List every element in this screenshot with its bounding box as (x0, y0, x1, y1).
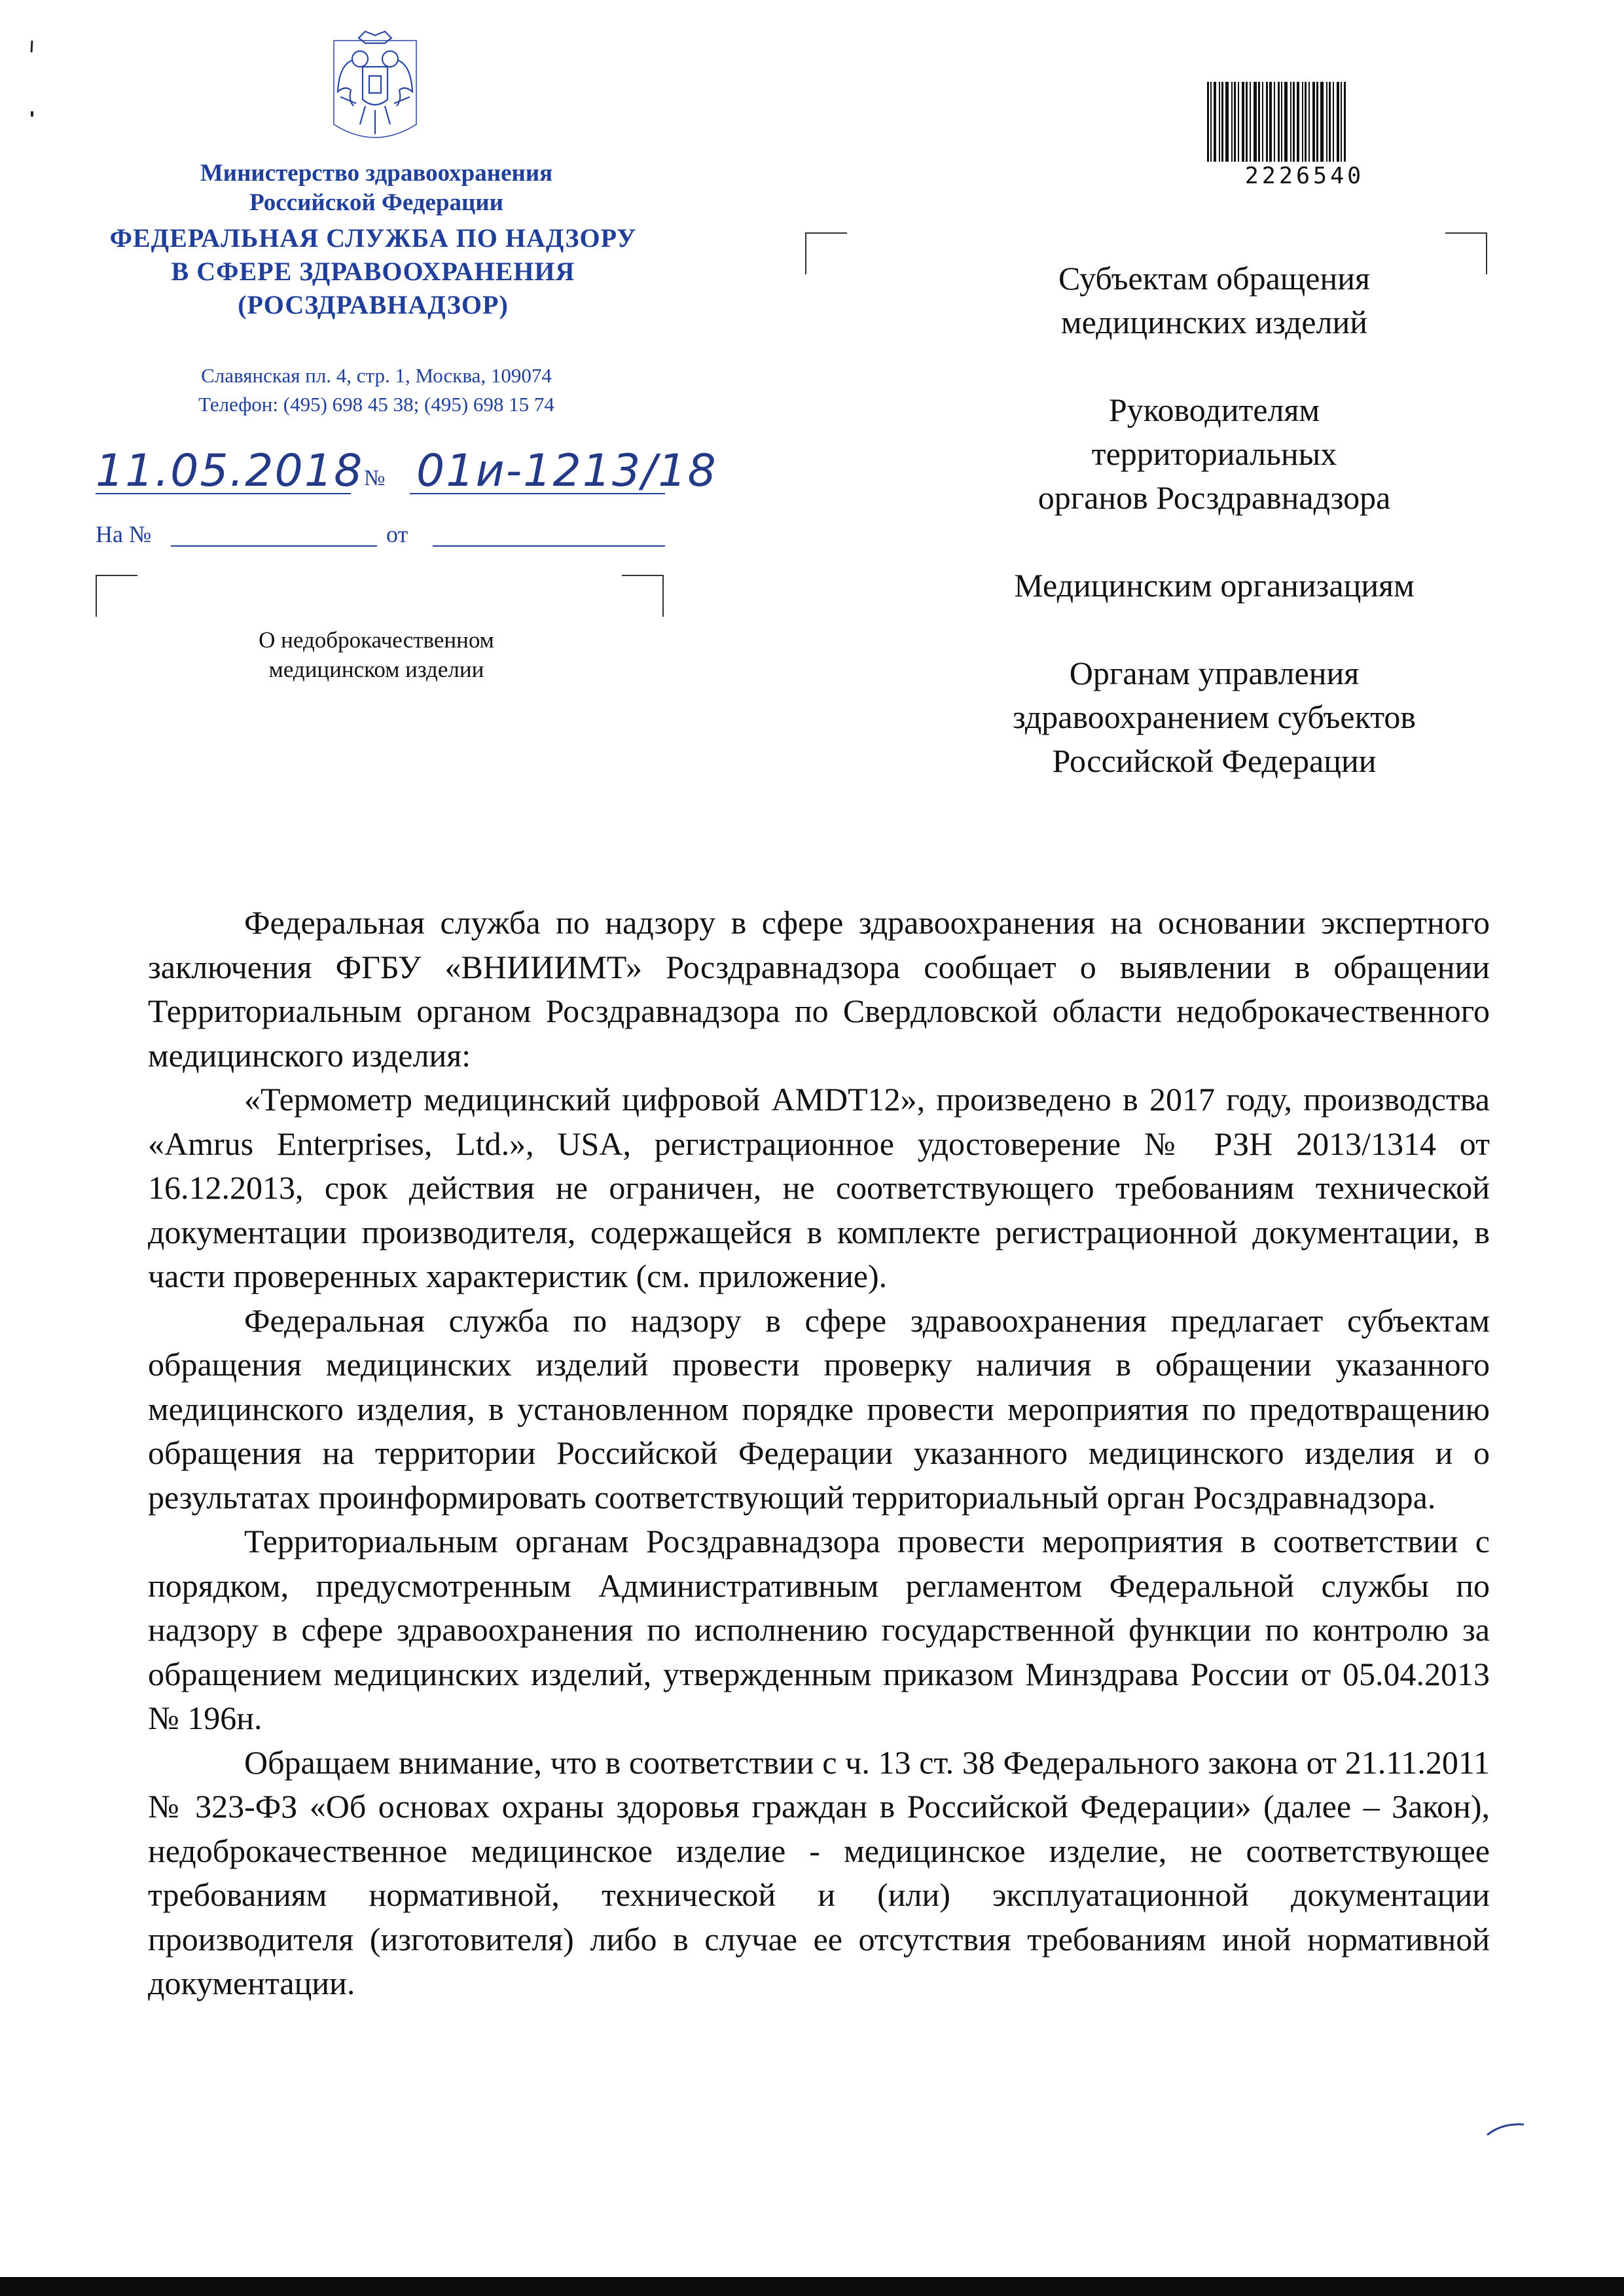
barcode-bar (1302, 82, 1303, 162)
date-underline (96, 493, 351, 494)
registration-number: 01и-1213/18 (416, 445, 717, 497)
barcode-bar (1210, 82, 1212, 162)
barcode-bar (1254, 82, 1257, 162)
registration-date: 11.05.2018 (96, 445, 364, 497)
document-barcode (1203, 82, 1406, 206)
address-line: Славянская пл. 4, стр. 1, Москва, 109074 (201, 364, 552, 387)
barcode-bar (1284, 82, 1288, 162)
service-line: В СФЕРЕ ЗДРАВООХРАНЕНИЯ (171, 257, 575, 286)
addressee-line: Органам управления (1069, 655, 1360, 691)
barcode-bar (1329, 82, 1331, 162)
barcode-bar (1250, 82, 1251, 162)
barcode-bar (1308, 82, 1310, 162)
registration-line (96, 445, 717, 498)
addressee-bracket-left (805, 232, 847, 274)
reference-from-label: от (386, 521, 408, 547)
body-paragraph: Территориальным органам Росздравнадзора провести мероприятия в соответствии с порядком, предусмотренным Административным регламентом Федеральной службы по надзору в сфере здравоохранения по исполнению государственной функции по контролю за обращением медицинских изделий, утвержденным приказом Минздрава России от 05.04.2013 № 196н. (148, 1523, 1490, 1736)
barcode-bar (1238, 82, 1239, 162)
addressee-line: Руководителям (1108, 392, 1320, 428)
addressee-line: органов Росздравнадзора (1038, 479, 1391, 516)
subject-bracket-right (622, 575, 664, 617)
reference-line (96, 520, 665, 553)
addressee-line: Субъектам обращения (1058, 260, 1370, 297)
letter-body (148, 901, 1490, 2006)
ministry-line: Российской Федерации (249, 189, 503, 216)
barcode-bar (1242, 82, 1244, 162)
barcode-bar (1316, 82, 1318, 162)
barcode-bar (1258, 82, 1260, 162)
subject-line: медицинском изделии (268, 657, 484, 682)
barcode-bar (1269, 82, 1272, 162)
addressee-line: медицинских изделий (1060, 304, 1368, 340)
barcode-number: 2226540 (1244, 163, 1365, 189)
barcode-bar (1262, 82, 1263, 162)
barcode-bar (1293, 82, 1295, 162)
addressee-line: Российской Федерации (1052, 742, 1377, 779)
number-sign: № (364, 466, 386, 490)
addressee-list (943, 257, 1486, 827)
reference-number-blank (171, 545, 377, 547)
service-line: ФЕДЕРАЛЬНАЯ СЛУЖБА ПО НАДЗОРУ (109, 223, 637, 253)
addressee-block (943, 651, 1486, 783)
barcode-bar (1344, 82, 1346, 162)
subject-line: О недоброкачественном (259, 627, 494, 653)
address-line: Телефон: (495) 698 45 38; (495) 698 15 74 (198, 393, 554, 416)
reference-date-blank (433, 545, 665, 547)
ministry-name (92, 158, 661, 217)
barcode-bar (1297, 82, 1299, 162)
barcode-bar (1225, 82, 1229, 162)
addressee-line: территориальных (1091, 435, 1337, 472)
barcode-bar (1278, 82, 1280, 162)
barcode-bar (1290, 82, 1291, 162)
barcode-bar (1333, 82, 1334, 162)
pen-mark (1486, 2118, 1525, 2138)
barcode-bar (1207, 82, 1209, 162)
barcode-bar (1246, 82, 1248, 162)
body-paragraph: Федеральная служба по надзору в сфере здравоохранения на основании экспертного заключения ФГБУ «ВНИИИМТ» Росздравнадзора сообщает о выявлении в обращении Территориальным органом Росздравнадзора по Свердловской области недоброкачественного медицинского изделия: (148, 904, 1490, 1074)
service-name (79, 221, 668, 321)
service-address (92, 361, 661, 419)
barcode-bar (1326, 82, 1327, 162)
barcode-bar (1231, 82, 1233, 162)
body-paragraph: Федеральная служба по надзору в сфере здравоохранения предлагает субъектам обращения медицинских изделий провести проверку наличия в обращении указанного медицинского изделия, в установленном порядке провести мероприятия по предотвращению обращения на территории Российской Федерации указанного медицинского изделия и о результатах проинформировать соответствующий территориальный орган Росздравнадзора. (148, 1302, 1490, 1516)
body-paragraph: Обращаем внимание, что в соответствии с ч. 13 ст. 38 Федерального закона от 21.11.2011 № 323-ФЗ «Об основах охраны здоровья граждан в Российской Федерации» (далее – Закон), недоброкачественное медицинское изделие - медицинское изделие, не соответствующее требованиям нормативной, технической и (или) эксплуатационной документации производителя (изготовителя) либо в случае ее отсутствия требованиям иной нормативной документации. (148, 1743, 1490, 2001)
addressee-line: здравоохранением субъектов (1012, 699, 1416, 735)
barcode-bar (1320, 82, 1324, 162)
russian-coat-of-arms-icon (319, 26, 431, 154)
letter-subject (170, 625, 583, 684)
barcode-bar (1219, 82, 1220, 162)
ministry-line: Министерство здравоохранения (200, 160, 553, 187)
scan-bottom-edge (0, 2277, 1624, 2296)
body-paragraph: «Термометр медицинский цифровой AMDT12», произведено в 2017 году, производства «Amrus Enterprises, Ltd.», USA, регистрационное удостоверение № РЗН 2013/1314 от 16.12.2013, срок действия не ограничен, не соответствующего требованиям технической документации производителя, содержащейся в комплекте регистрационной документации, в части проверенных характеристик (см. приложение). (148, 1081, 1490, 1294)
subject-bracket-left (96, 575, 137, 617)
reference-label: На № (96, 521, 152, 547)
addressee-line: Медицинским организациям (1014, 567, 1415, 604)
barcode-bar (1221, 82, 1223, 162)
addressee-block (943, 564, 1486, 608)
number-underline (410, 493, 665, 494)
barcode-bar (1341, 82, 1342, 162)
addressee-block (943, 388, 1486, 520)
barcode-bar (1305, 82, 1307, 162)
service-line: (РОСЗДРАВНАДЗОР) (238, 290, 509, 319)
barcode-bar (1274, 82, 1275, 162)
barcode-bars (1203, 82, 1406, 162)
barcode-bar (1281, 82, 1282, 162)
barcode-bar (1337, 82, 1339, 162)
barcode-bar (1214, 82, 1216, 162)
barcode-bar (1312, 82, 1315, 162)
barcode-bar (1266, 82, 1268, 162)
barcode-bar (1234, 82, 1236, 162)
addressee-block (943, 257, 1486, 344)
scan-edge-mark (29, 39, 35, 124)
